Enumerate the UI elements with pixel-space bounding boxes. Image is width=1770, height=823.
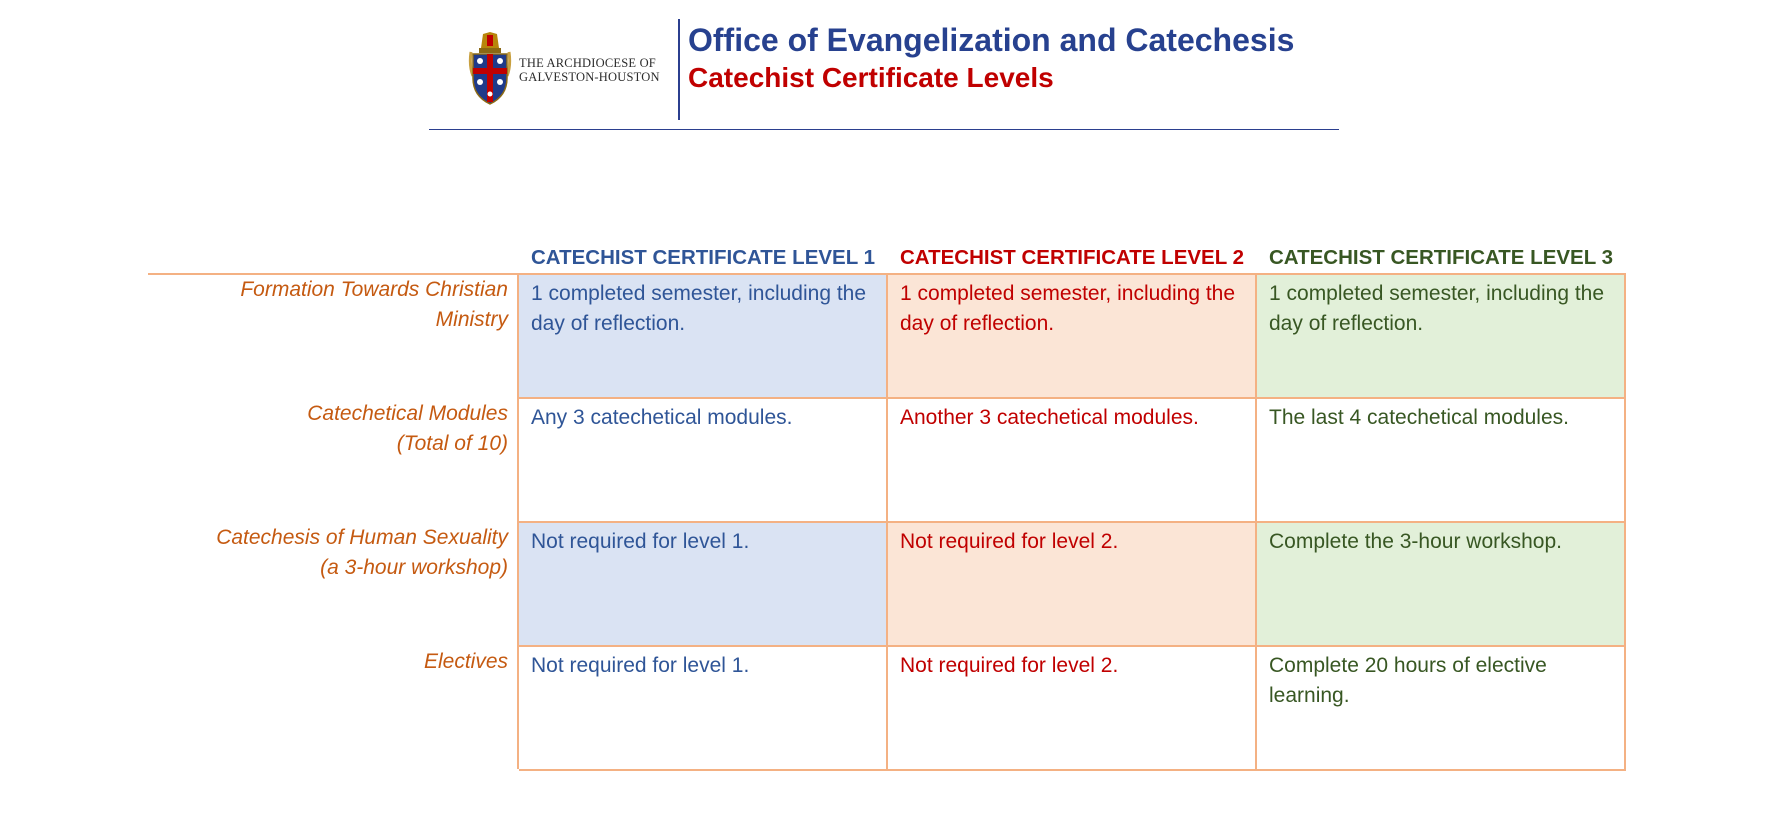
table-cell-sexuality-level-1: Not required for level 1. <box>519 523 888 647</box>
column-header-level-3: CATECHIST CERTIFICATE LEVEL 3 <box>1269 246 1613 269</box>
row-label-formation <box>148 275 508 335</box>
row-label-electives <box>148 647 508 677</box>
office-title: Office of Evangelization and Catechesis <box>688 22 1295 58</box>
table-cell-formation-level-2: 1 completed semester, including the day of reflection. <box>888 275 1257 399</box>
archdiocese-name-line2: GALVESTON-HOUSTON <box>519 70 660 84</box>
table-cell-sexuality-level-3: Complete the 3-hour workshop. <box>1257 523 1626 647</box>
row-label-sexuality-line2: (a 3-hour workshop) <box>320 556 508 579</box>
table-cell-electives-level-1: Not required for level 1. <box>519 647 888 771</box>
header-vertical-divider <box>678 19 680 120</box>
row-label-formation-line1: Formation Towards Christian <box>240 278 508 301</box>
table-cell-electives-level-2: Not required for level 2. <box>888 647 1257 771</box>
column-header-level-1: CATECHIST CERTIFICATE LEVEL 1 <box>531 246 875 269</box>
table-cell-modules-level-3: The last 4 catechetical modules. <box>1257 399 1626 523</box>
archdiocese-crest-icon <box>467 32 513 108</box>
row-label-formation-line2: Ministry <box>435 308 508 331</box>
page-subtitle: Catechist Certificate Levels <box>688 62 1054 93</box>
table-cell-formation-level-1: 1 completed semester, including the day of reflection. <box>519 275 888 399</box>
certificate-table <box>517 273 1626 769</box>
table-cell-sexuality-level-2: Not required for level 2. <box>888 523 1257 647</box>
table-cell-modules-level-2: Another 3 catechetical modules. <box>888 399 1257 523</box>
column-header-level-2: CATECHIST CERTIFICATE LEVEL 2 <box>900 246 1244 269</box>
row-label-sexuality <box>148 523 508 583</box>
header-horizontal-rule <box>429 129 1339 130</box>
archdiocese-name <box>519 56 660 84</box>
row-label-modules <box>148 399 508 459</box>
archdiocese-logo <box>467 32 667 108</box>
row-label-electives-line1: Electives <box>423 650 508 673</box>
row-label-modules-line2: (Total of 10) <box>396 432 508 455</box>
row-label-modules-line1: Catechetical Modules <box>307 402 508 425</box>
archdiocese-name-line1: THE ARCHDIOCESE OF <box>519 56 656 70</box>
table-cell-formation-level-3: 1 completed semester, including the day of reflection. <box>1257 275 1626 399</box>
table-cell-electives-level-3: Complete 20 hours of elective learning. <box>1257 647 1626 771</box>
row-label-sexuality-line1: Catechesis of Human Sexuality <box>216 526 508 549</box>
table-cell-modules-level-1: Any 3 catechetical modules. <box>519 399 888 523</box>
